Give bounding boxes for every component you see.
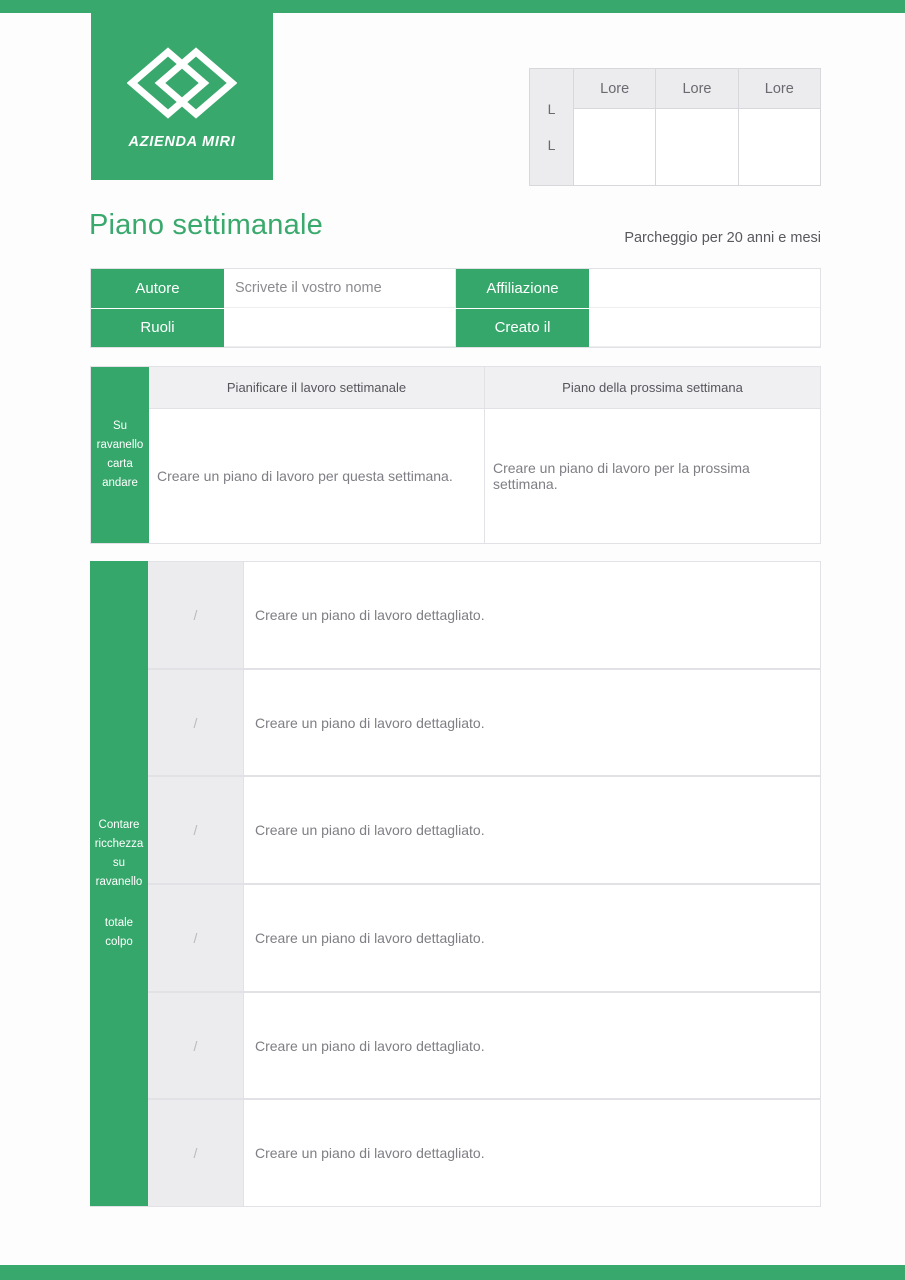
table-row xyxy=(148,561,820,669)
label-affiliazione: Affiliazione xyxy=(456,269,589,308)
double-diamond-logo-icon xyxy=(127,44,237,122)
page-title: Piano settimanale xyxy=(89,209,323,241)
column-header-current-week: Pianificare il lavoro settimanale xyxy=(149,367,484,409)
mini-header-cell: Lore xyxy=(574,69,656,109)
page-subtitle: Parcheggio per 20 anni e mesi xyxy=(624,230,821,246)
row-mark[interactable]: / xyxy=(148,561,244,668)
top-accent-bar xyxy=(0,0,905,13)
row-mark[interactable]: / xyxy=(148,1099,244,1206)
side-label-bottom: totale colpo xyxy=(104,916,134,948)
table-row xyxy=(148,1099,820,1206)
label-ruoli: Ruoli xyxy=(91,309,224,348)
label-creato-il: Creato il xyxy=(456,309,589,348)
mini-table-row-labels xyxy=(530,69,574,185)
row-text[interactable]: Creare un piano di lavoro dettagliato. xyxy=(244,1099,820,1206)
mini-header-cell: Lore xyxy=(739,69,820,109)
weekly-plan-table xyxy=(90,366,821,544)
document-info-table xyxy=(90,268,821,348)
column-body-next-week[interactable]: Creare un piano di lavoro per la prossima settimana. xyxy=(485,409,820,543)
field-autore[interactable]: Scrivete il vostro nome xyxy=(224,269,456,308)
mini-body-cell[interactable] xyxy=(656,109,738,185)
table-row xyxy=(148,776,820,884)
mini-table-grid xyxy=(574,69,820,185)
row-text[interactable]: Creare un piano di lavoro dettagliato. xyxy=(244,669,820,776)
mini-row-label-1: L xyxy=(547,101,556,117)
table-row xyxy=(91,309,820,348)
weekly-plan-column xyxy=(149,367,485,543)
weekly-plan-columns xyxy=(149,367,820,543)
row-text[interactable]: Creare un piano di lavoro dettagliato. xyxy=(244,776,820,883)
detailed-plan-table xyxy=(90,561,821,1207)
mini-body-cell[interactable] xyxy=(739,109,820,185)
mini-header-cell: Lore xyxy=(656,69,738,109)
row-text[interactable]: Creare un piano di lavoro dettagliato. xyxy=(244,992,820,1099)
bottom-accent-bar xyxy=(0,1265,905,1280)
field-affiliazione[interactable] xyxy=(589,269,820,308)
row-text[interactable]: Creare un piano di lavoro dettagliato. xyxy=(244,884,820,991)
brand-logo-block xyxy=(91,13,273,180)
weekly-plan-column xyxy=(485,367,820,543)
row-mark[interactable]: / xyxy=(148,992,244,1099)
table-row xyxy=(148,884,820,992)
table-row xyxy=(148,992,820,1100)
mini-info-table xyxy=(529,68,821,186)
row-mark[interactable]: / xyxy=(148,776,244,883)
brand-name: AZIENDA MIRI xyxy=(128,133,236,150)
field-ruoli[interactable] xyxy=(224,309,456,348)
weekly-plan-side-label: Su ravanello carta andare xyxy=(91,367,149,543)
mini-table-header-row xyxy=(574,69,820,109)
field-creato-il[interactable] xyxy=(589,309,820,348)
column-header-next-week: Piano della prossima settimana xyxy=(485,367,820,409)
mini-table-body-row xyxy=(574,109,820,185)
mini-row-label-2: L xyxy=(547,137,556,153)
table-row xyxy=(148,669,820,777)
label-autore: Autore xyxy=(91,269,224,308)
detailed-plan-rows xyxy=(148,561,820,1206)
column-body-current-week[interactable]: Creare un piano di lavoro per questa settimana. xyxy=(149,409,484,543)
row-text[interactable]: Creare un piano di lavoro dettagliato. xyxy=(244,561,820,668)
side-label-top: Contare ricchezza su ravanello xyxy=(94,818,144,888)
mini-body-cell[interactable] xyxy=(574,109,656,185)
table-row xyxy=(91,269,820,309)
detailed-plan-side-label xyxy=(90,561,148,1206)
row-mark[interactable]: / xyxy=(148,884,244,991)
row-mark[interactable]: / xyxy=(148,669,244,776)
